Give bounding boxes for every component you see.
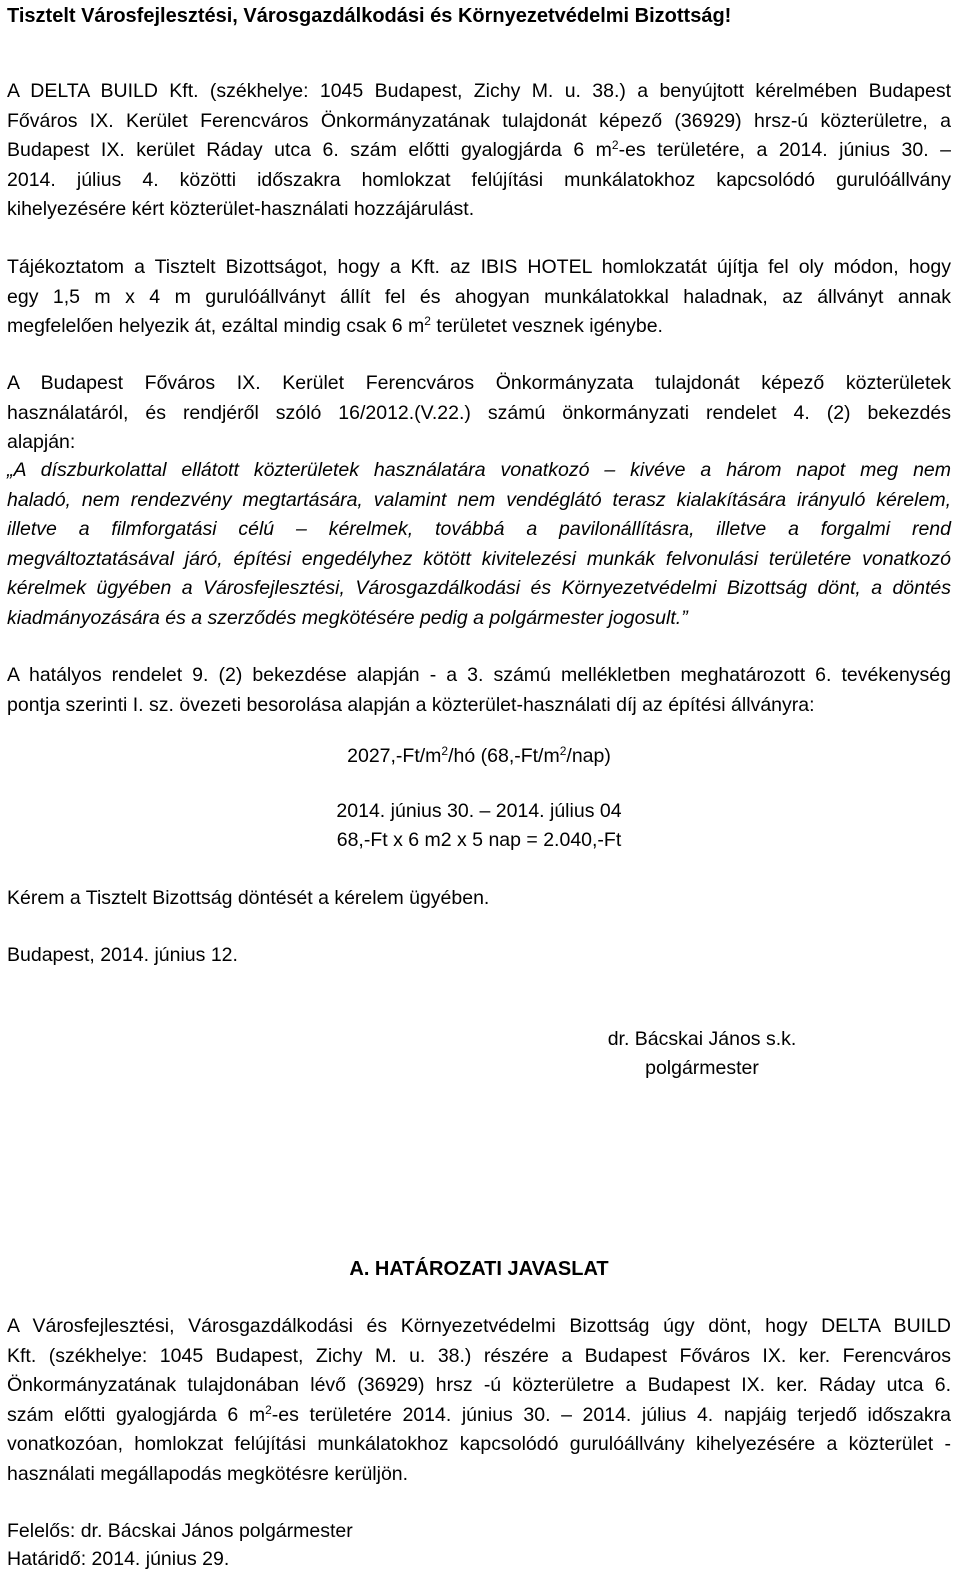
- intro-line-4: 2014. július 4. közötti időszakra homlokzat felújítási munkálatokhoz kapcsolódó gurulóállvány: [7, 168, 951, 191]
- signature-name: dr. Bácskai János s.k.: [607, 1028, 797, 1050]
- deadline: Határidő: 2014. június 29.: [7, 1548, 230, 1570]
- place-date: Budapest, 2014. június 12.: [7, 944, 238, 966]
- fee-rate: $2027,-Ft/m^2/hó$ $(68,-Ft/m^2/nap)$: [347, 744, 611, 767]
- regulation-paragraph: [7, 369, 951, 458]
- quote-line-6: kiadmányozására és a szerződés megkötésére pedig a polgármester jogosult.”: [7, 606, 688, 629]
- resolution-line-1: A Városfejlesztési, Városgazdálkodási és Környezetvédelmi Bizottság úgy dönt, hogy DELTA BUILD: [7, 1315, 951, 1337]
- quote-line-4: megváltoztatásával járó, építési engedélyhez kötött kivitelezési munkák felvonulási területére vonatkozó: [7, 547, 951, 570]
- request-text: Kérem a Tisztelt Bizottság döntését a kérelem ügyében.: [7, 887, 490, 909]
- info-line-1: Tájékoztatom a Tisztelt Bizottságot, hogy a Kft. az IBIS HOTEL homlokzatát újítja fel oly módon, hogy: [7, 256, 951, 278]
- document-title: Tisztelt Városfejlesztési, Városgazdálkodási és Környezetvédelmi Bizottság!: [7, 5, 732, 27]
- resolution-line-2: Kft. (székhelye: 1045 Budapest, Zichy M. u. 38.) részére a Budapest Főváros IX. ker. Ferencváros: [7, 1344, 951, 1367]
- intro-line-2: Főváros IX. Kerület Ferencváros Önkormányzatának tulajdonát képező (36929) hrsz-ú közterületre, a: [7, 109, 951, 132]
- quote-line-1: „A díszburkolattal ellátott közterületek használatára vonatkozó – kivéve a három napot meg nem: [7, 459, 951, 481]
- quote-line-5: kérelmek ügyében a Városfejlesztési, Városgazdálkodási és Környezetvédelmi Bizottság dönt, a döntés: [7, 577, 951, 599]
- info-line-2: egy 1,5 m x 4 m gurulóállványt állít fel és ahogyan munkálatokkal haladnak, az állványt annak: [7, 285, 951, 308]
- fee-period: 2014. június 30. – 2014. július 04: [336, 800, 622, 822]
- fee-paragraph: [7, 661, 951, 720]
- responsible-person: Felelős: dr. Bácskai János polgármester: [7, 1520, 353, 1542]
- fee-formula: 68,-Ft x 6 m2 x 5 nap = 2.040,-Ft: [336, 829, 622, 851]
- regulation-line-1: A Budapest Főváros IX. Kerület Ferencváros Önkormányzata tulajdonát képező közterületek: [7, 372, 951, 394]
- quote-line-3: illetve a filmforgatási célú – kérelmek, továbbá a pavilonállításra, illetve a forgalmi rend: [7, 518, 951, 540]
- intro-line-1: A DELTA BUILD Kft. (székhelye: 1045 Budapest, Zichy M. u. 38.) a benyújtott kérelmében Budapest: [7, 80, 951, 102]
- resolution-line-3: Önkormányzatának tulajdonában lévő (36929) hrsz -ú közterületre a Budapest IX. ker. Ráday utca 6.: [7, 1374, 951, 1396]
- resolution-line-5: vonatkozóan, homlokzat felújítási munkálatokhoz kapcsolódó gurulóállvány kihelyezésére a közterület -: [7, 1433, 951, 1455]
- intro-paragraph: [7, 77, 951, 225]
- quote-line-2: haladó, nem rendezvény megtartására, valamint nem vendéglátó terasz kialakítására irányuló kérelem,: [7, 488, 951, 511]
- regulation-line-3: alapján:: [7, 431, 76, 453]
- resolution-line-6: használati megállapodás megkötésre kerüljön.: [7, 1462, 409, 1485]
- resolution-heading: A. HATÁROZATI JAVASLAT: [349, 1258, 609, 1280]
- fee-line-1: A hatályos rendelet 9. (2) bekezdése alapján - a 3. számú mellékletben meghatározott 6. tevékenység: [7, 664, 951, 686]
- signature-role: polgármester: [645, 1057, 759, 1079]
- info-line-3: megfelelően helyezik át, ezáltal mindig csak 6 $m^2$ területet vesznek igénybe.: [7, 314, 663, 337]
- intro-line-5: kihelyezésére kért közterület-használati hozzájárulást.: [7, 198, 475, 220]
- quoted-regulation: [7, 456, 951, 633]
- regulation-line-2: használatáról, és rendjéről szóló 16/2012.(V.22.) számú önkormányzati rendelet 4. (2) bekezdés: [7, 401, 951, 424]
- intro-line-3: Budapest IX. kerület Ráday utca 6. szám előtti gyalogjárda 6 $m^2-es$ területére, a 2014. június 30. –: [7, 138, 951, 161]
- resolution-paragraph: [7, 1312, 951, 1489]
- info-paragraph: [7, 253, 951, 342]
- fee-line-2: pontja szerinti I. sz. övezeti besorolása alapján a közterület-használati díj az építési állványra:: [7, 693, 815, 716]
- resolution-line-4: szám előtti gyalogjárda 6 $m^2-es$ területére 2014. június 30. – 2014. július 4. napjáig terjedő időszakra: [7, 1402, 951, 1426]
